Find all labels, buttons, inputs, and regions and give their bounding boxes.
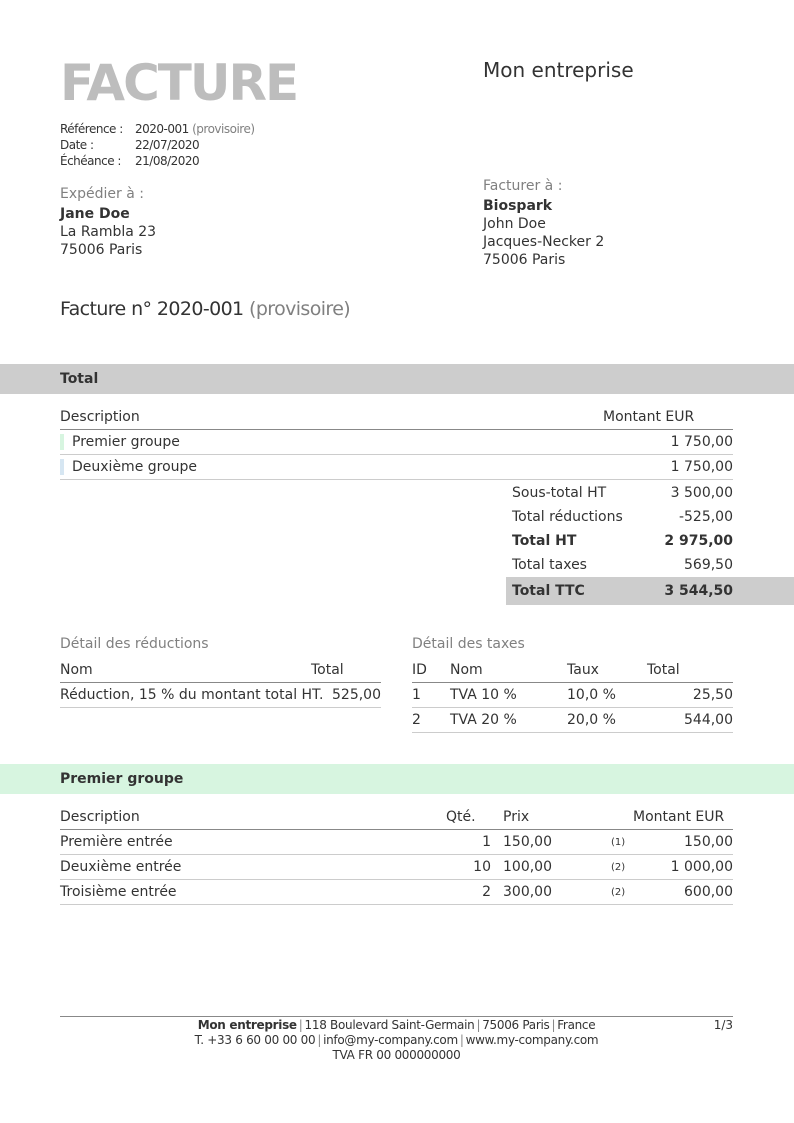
- ship-to-name: Jane Doe: [60, 206, 130, 222]
- summary-total-ttc: [506, 577, 794, 605]
- item-qty: 1: [446, 830, 503, 855]
- meta-value: 22/07/2020: [135, 138, 200, 152]
- footer-company: Mon entreprise: [197, 1018, 297, 1032]
- ship-to-address: [60, 185, 156, 259]
- invoice-heading: [60, 298, 350, 320]
- summary-label: Sous-total HT: [512, 485, 607, 501]
- meta-reference: [60, 121, 255, 137]
- address-line: John Doe: [483, 216, 546, 232]
- table-row: [60, 430, 733, 455]
- summary-value: 569,50: [684, 557, 733, 573]
- item-description: Première entrée: [60, 830, 446, 855]
- summary-value: 3 500,00: [670, 485, 733, 501]
- summary-label: Total réductions: [512, 509, 623, 525]
- meta-label: Référence :: [60, 122, 123, 136]
- address-line: La Rambla 23: [60, 224, 157, 240]
- summary-label: Total HT: [512, 533, 577, 549]
- table-row: [60, 880, 733, 905]
- summary-value: 3 544,50: [664, 583, 733, 599]
- group-name-cell: [60, 455, 603, 480]
- item-qty: 10: [446, 855, 503, 880]
- item-description: Deuxième entrée: [60, 855, 446, 880]
- item-price: 100,00: [503, 855, 583, 880]
- meta-status: (provisoire): [192, 122, 255, 136]
- tax-id: 1: [412, 683, 450, 708]
- item-qty: 2: [446, 880, 503, 905]
- address-line: Jacques-Necker 2: [483, 234, 605, 250]
- group-name: Deuxième groupe: [72, 459, 198, 475]
- ship-to-label: Expédier à :: [60, 186, 144, 202]
- summary-subtotal: [506, 481, 733, 505]
- footer-phone: T. +33 6 60 00 00 00: [194, 1033, 316, 1047]
- item-description: Troisième entrée: [60, 880, 446, 905]
- column-qty: Qté.: [446, 805, 503, 830]
- tax-name: TVA 10 %: [450, 683, 567, 708]
- footer: [60, 1018, 733, 1063]
- table-header: [412, 658, 733, 683]
- column-price: Prix: [503, 805, 583, 830]
- item-amount: 150,00: [633, 830, 733, 855]
- column-rate: Taux: [567, 658, 647, 683]
- column-note: [583, 805, 633, 830]
- item-price: 300,00: [503, 880, 583, 905]
- meta-date: [60, 137, 255, 153]
- meta-label: Date :: [60, 138, 94, 152]
- footer-country: France: [557, 1018, 596, 1032]
- meta-label: Échéance :: [60, 154, 121, 168]
- total-table: [60, 405, 733, 480]
- taxes-title: Détail des taxes: [412, 636, 525, 652]
- item-note: (1): [583, 830, 633, 855]
- document-title: FACTURE: [60, 54, 298, 112]
- item-amount: 600,00: [633, 880, 733, 905]
- column-total: Total: [311, 658, 381, 683]
- footer-city: 75006 Paris: [482, 1018, 550, 1032]
- total-section-band: [0, 364, 794, 394]
- group-amount: 1 750,00: [603, 455, 733, 480]
- table-header: [60, 805, 733, 830]
- footer-line-1: Mon entreprise | 118 Boulevard Saint-Germain | 75006 Paris | France: [197, 1018, 596, 1032]
- group-name-cell: [60, 430, 603, 455]
- group-name: Premier groupe: [72, 434, 180, 450]
- item-note: (2): [583, 880, 633, 905]
- group-section-band: [0, 764, 794, 794]
- bill-to-company: Biospark: [483, 198, 553, 214]
- table-row: [412, 708, 733, 733]
- section-title: Total: [60, 371, 99, 387]
- item-amount: 1 000,00: [633, 855, 733, 880]
- discounts-title: Détail des réductions: [60, 636, 209, 652]
- summary-value: -525,00: [678, 509, 733, 525]
- tax-total: 25,50: [647, 683, 733, 708]
- invoice-number: Facture n° 2020-001: [60, 298, 244, 320]
- tax-id: 2: [412, 708, 450, 733]
- page-number: 1/3: [713, 1018, 733, 1032]
- column-amount: Montant EUR: [603, 405, 733, 430]
- bill-to-address: [483, 177, 604, 269]
- meta-due-date: [60, 153, 255, 169]
- invoice-status: (provisoire): [249, 298, 351, 320]
- discount-total: 525,00: [311, 683, 381, 708]
- footer-address: 118 Boulevard Saint-Germain: [304, 1018, 475, 1032]
- tax-rate: 10,0 %: [567, 683, 647, 708]
- column-name: Nom: [450, 658, 567, 683]
- company-name: Mon entreprise: [483, 58, 634, 82]
- group-amount: 1 750,00: [603, 430, 733, 455]
- table-row: [60, 855, 733, 880]
- footer-line-2: T. +33 6 60 00 00 00 | info@my-company.com | www.my-company.com: [194, 1033, 599, 1047]
- column-total: Total: [647, 658, 733, 683]
- item-note: (2): [583, 855, 633, 880]
- table-row: [60, 455, 733, 480]
- table-row: [60, 830, 733, 855]
- footer-email: info@my-company.com: [323, 1033, 458, 1047]
- summary-total-ht: [506, 529, 733, 553]
- meta-value: 2020-001: [135, 122, 189, 136]
- column-amount: Montant EUR: [633, 805, 733, 830]
- footer-divider: [60, 1016, 733, 1017]
- footer-vat: TVA FR 00 000000000: [332, 1048, 461, 1062]
- column-id: ID: [412, 658, 450, 683]
- column-description: Description: [60, 405, 603, 430]
- group-color-marker: [60, 459, 64, 475]
- bill-to-label: Facturer à :: [483, 178, 563, 194]
- footer-website: www.my-company.com: [465, 1033, 599, 1047]
- tax-rate: 20,0 %: [567, 708, 647, 733]
- group-items-table: [60, 805, 733, 905]
- invoice-meta: [60, 121, 255, 169]
- taxes-table: [412, 658, 733, 733]
- section-title: Premier groupe: [60, 771, 184, 787]
- discounts-table: [60, 658, 381, 708]
- column-description: Description: [60, 805, 446, 830]
- item-price: 150,00: [503, 830, 583, 855]
- table-row: [412, 683, 733, 708]
- summary-value: 2 975,00: [664, 533, 733, 549]
- address-line: 75006 Paris: [483, 252, 566, 268]
- table-row: [60, 683, 381, 708]
- tax-total: 544,00: [647, 708, 733, 733]
- summary-taxes: [506, 553, 733, 577]
- tax-name: TVA 20 %: [450, 708, 567, 733]
- address-line: 75006 Paris: [60, 242, 143, 258]
- group-color-marker: [60, 434, 64, 450]
- summary-label: Total taxes: [512, 557, 587, 573]
- summary-label: Total TTC: [512, 583, 585, 599]
- column-name: Nom: [60, 658, 311, 683]
- table-header: [60, 405, 733, 430]
- summary-discounts: [506, 505, 733, 529]
- table-header: [60, 658, 381, 683]
- discount-name: Réduction, 15 % du montant total HT.: [60, 683, 311, 708]
- meta-value: 21/08/2020: [135, 154, 200, 168]
